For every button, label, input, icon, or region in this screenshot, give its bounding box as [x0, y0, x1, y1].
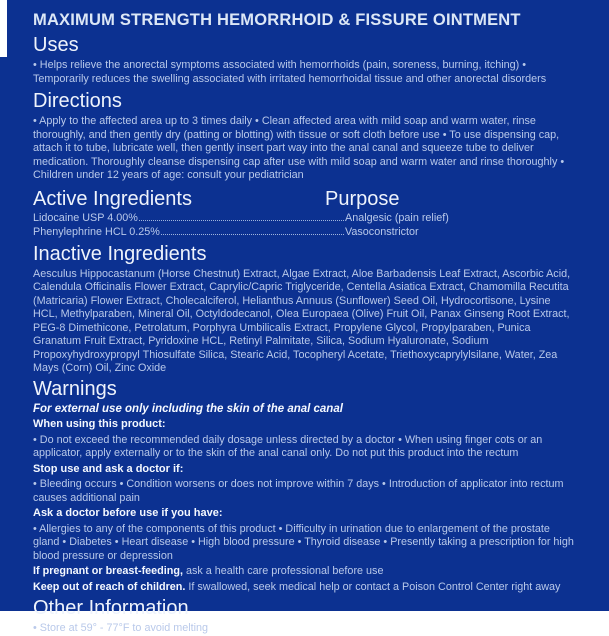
ask-doctor-label: Ask a doctor before use if you have: — [33, 507, 223, 519]
storage-text: • Store at 59° - 77°F to avoid melting — [33, 622, 209, 634]
children-text: If swallowed, seek medical help or contact a Poison Control Center right away — [185, 580, 561, 593]
corner-artifact — [0, 0, 7, 57]
product-title: MAXIMUM STRENGTH HEMORRHOID & FISSURE OINTMENT — [33, 11, 521, 29]
pregnant-text: ask a health care professional before use — [182, 565, 384, 577]
ingredient-purpose: Analgesic (pain relief) — [345, 211, 449, 224]
pregnant-statement — [33, 565, 575, 579]
warnings-heading: Warnings — [33, 377, 117, 400]
warnings-section — [33, 377, 575, 595]
other-information-section — [33, 596, 575, 636]
active-ingredient-row — [33, 225, 575, 240]
other-information-heading: Other Information — [33, 597, 189, 619]
directions-text: • Apply to the affected area up to 3 times daily • Clean affected area with mild soap and warm water, rinse thoroughly, and then gently dry (patting or blotting) with tissue or soft cloth before use • To use dispensing cap, attach it to tube, lubricate well, then gently insert part way into the anal canal and squeeze tube to deliver medication. Thoroughly cleanse dispensing cap after use with mild soap and warm water and rinse thoroughly • Children under 12 years of age: consult your pediatrician — [33, 115, 565, 181]
stop-use-text: • Bleeding occurs • Condition worsens or does not improve within 7 days • Introduction of applicator into rectum causes additional pain — [33, 478, 564, 504]
inactive-ingredients-section — [33, 242, 575, 376]
uses-text: • Helps relieve the anorectal symptoms associated with hemorrhoids (pain, soreness, burning, itching) • Temporarily reduces the swelling associated with irritated hemorrhoidal tissue and other anorectal disorders — [33, 59, 547, 85]
uses-section — [33, 33, 575, 86]
stop-use-label: Stop use and ask a doctor if: — [33, 462, 184, 475]
purpose-heading: Purpose — [325, 187, 400, 210]
dotted-leader — [161, 234, 344, 235]
pregnant-label: If pregnant or breast-feeding, — [33, 565, 183, 577]
directions-heading: Directions — [33, 90, 122, 112]
when-using-label: When using this product: — [33, 418, 166, 430]
external-use-statement: For external use only including the skin of the anal canal — [33, 402, 343, 415]
inactive-ingredients-heading: Inactive Ingredients — [33, 242, 207, 265]
ask-doctor-text: • Allergies to any of the components of this product • Difficulty in urination due to enlargement of the prostate gland • Diabetes • Heart disease • High blood pressure • Thyroid disease • Presently taking a prescription for high blood pressure or depression — [33, 522, 574, 562]
active-ingredients-header-row — [33, 187, 575, 211]
ingredient-purpose: Vasoconstrictor — [345, 226, 419, 238]
directions-section — [33, 89, 575, 183]
active-ingredients-heading: Active Ingredients — [33, 187, 192, 210]
dotted-leader — [139, 220, 344, 221]
active-ingredients-section — [33, 187, 575, 240]
when-using-text: • Do not exceed the recommended daily dosage unless directed by a doctor • When using finger cots or an applicator, apply externally or to the skin of the anal canal only. Do not put this product into the rectum — [33, 433, 543, 459]
children-label: Keep out of reach of children. — [33, 580, 186, 593]
ingredient-name: Lidocaine USP 4.00% — [33, 211, 138, 224]
uses-heading: Uses — [33, 34, 79, 56]
active-ingredient-row — [33, 211, 575, 226]
children-statement — [33, 581, 575, 595]
ingredient-name: Phenylephrine HCL 0.25% — [33, 226, 160, 238]
inactive-ingredients-text: Aesculus Hippocastanum (Horse Chestnut) Extract, Algae Extract, Aloe Barbadensis Leaf Extract, Ascorbic Acid, Calendula Officinalis Flower Extract, Caprylic/Capric Triglyceride, Centella Asiatica Extract, Chamomilla Recutita (Matricaria) Flower Extract, Cholecalciferol, Helianthus Annuus (Sunflower) Seed Oil, Hydrocortisone, Lysine HCL, Methylparaben, Mineral Oil, Octyldodecanol, Olea Europaea (Olive) Fruit Oil, Panax Ginseng Root Extract, PEG-8 Dimethicone, Petrolatum, Porphyra Umbilicalis Extract, Propylene Glycol, Propylparaben, Punica Granatum Fruit Extract, Pyridoxine HCL, Retinyl Palmitate, Silica, Sodium Hyaluronate, Sodium Propoxyhydroxypropyl Thiosulfate Silica, Stearic Acid, Tocopheryl Acetate, Triethoxycaprylylsilane, Water, Zea Mays (Corn) Oil, Zinc Oxide — [33, 267, 571, 374]
